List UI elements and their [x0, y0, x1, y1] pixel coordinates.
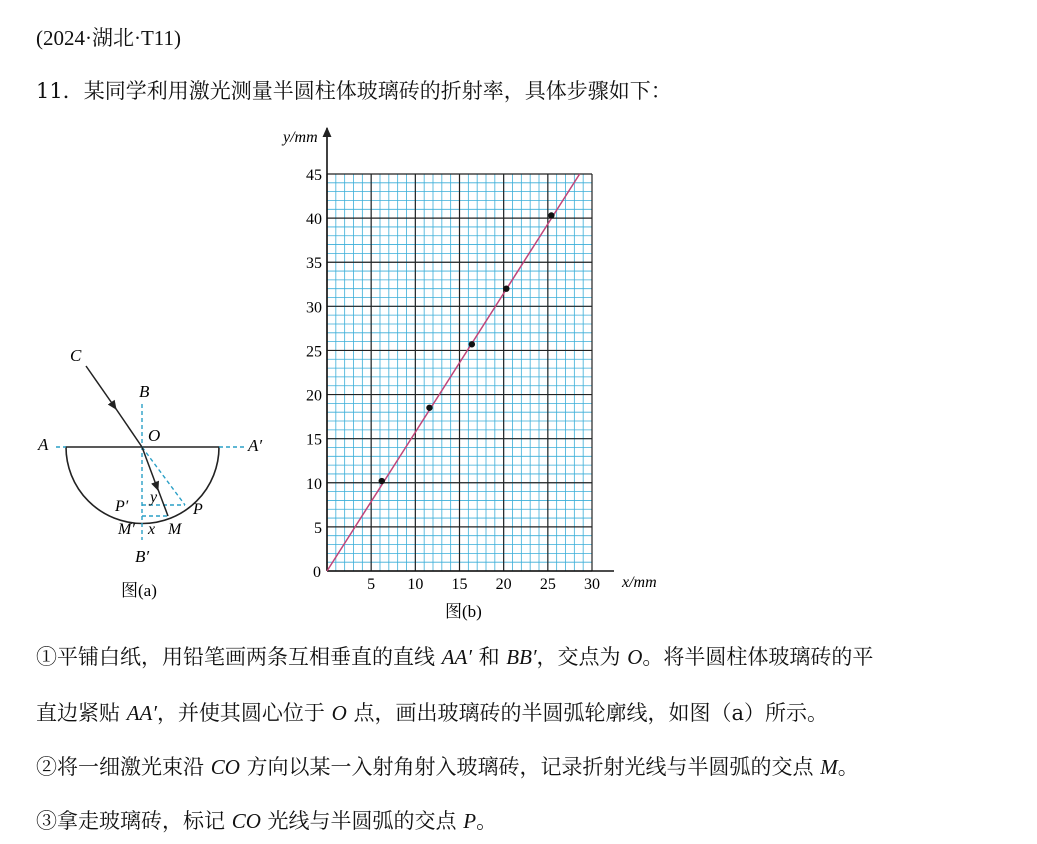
y-tick-label: 25: [306, 343, 322, 361]
step-1-var-o: O: [627, 645, 643, 669]
step-1-line-2: [36, 697, 828, 727]
label-b-prime: B′: [135, 547, 150, 566]
y-tick-label: 35: [306, 255, 322, 273]
step-2-var-m: M: [820, 755, 838, 779]
data-point: [379, 478, 385, 484]
data-point: [548, 212, 554, 218]
step-1-text-a: ①平铺白纸，用铅笔画两条互相垂直的直线: [36, 645, 442, 669]
chart-ticks: [306, 167, 600, 593]
y-tick-label: 20: [306, 387, 322, 405]
incident-ray-tail: [112, 403, 142, 447]
refracted-ray: [142, 447, 158, 490]
refracted-ray-tail: [156, 484, 168, 516]
y-tick-label: 40: [306, 211, 322, 229]
x-tick-label: 5: [367, 576, 376, 593]
x-tick-label: 10: [407, 576, 424, 593]
step-1-text-c: ，交点为: [536, 645, 628, 669]
y-tick-label: 45: [306, 167, 322, 184]
label-p: P: [193, 501, 203, 518]
origin-label: 0: [313, 564, 321, 581]
label-o: O: [148, 426, 161, 445]
label-a-prime: A′: [248, 436, 263, 455]
step-1-text-f: ，并使其圆心位于: [156, 701, 332, 725]
label-c: C: [70, 346, 82, 365]
y-tick-label: 10: [306, 475, 322, 493]
x-tick-label: 25: [539, 576, 556, 593]
step-3: [36, 805, 497, 835]
step-3-text-b: 光线与半圆弧的交点: [260, 809, 464, 833]
figure-b: [281, 128, 657, 621]
step-1-text-e: 直边紧贴: [36, 701, 127, 725]
step-3-text-c: 。: [476, 809, 498, 833]
figure-a-caption: 图(a): [121, 581, 157, 600]
label-y: y: [150, 489, 158, 506]
figure-a: [37, 346, 262, 600]
label-p-prime: P′: [115, 498, 129, 515]
step-2-text-a: ②将一细激光束沿: [36, 755, 211, 779]
step-2-text-c: 。: [837, 755, 859, 779]
x-tick-label: 15: [451, 576, 468, 593]
step-2-text-b: 方向以某一入射角射入玻璃砖，记录折射光线与半圆弧的交点: [239, 755, 821, 779]
step-1-text-b: 和: [471, 645, 507, 669]
step-2: [36, 751, 859, 781]
step-1-var-aa: AA′: [441, 645, 472, 669]
fit-line-group: [327, 174, 580, 571]
step-3-text-a: ③拿走玻璃砖，标记: [36, 809, 232, 833]
y-axis-label: y/mm: [283, 129, 318, 146]
x-tick-label: 30: [584, 576, 600, 593]
incident-ray: [86, 366, 116, 409]
question-source: (2024·湖北·T11): [36, 26, 182, 50]
label-m: M: [168, 521, 182, 538]
step-1-text-d: 。将半圆柱体玻璃砖的平: [642, 645, 874, 669]
dashed-line-op: [142, 447, 185, 505]
label-a: A: [38, 435, 49, 454]
step-1-line-1: [36, 641, 873, 671]
y-tick-label: 5: [314, 519, 322, 537]
step-1-text-g: 点，画出玻璃砖的半圆弧轮廓线，如图（a）所示。: [346, 701, 828, 725]
step-1-var-aa-2: AA′: [126, 701, 157, 725]
step-2-var-co: CO: [210, 755, 240, 779]
label-x: x: [148, 521, 156, 538]
grid-major: [327, 174, 592, 571]
label-m-prime: M′: [118, 521, 135, 538]
label-b: B: [139, 382, 150, 401]
x-tick-label: 20: [495, 576, 512, 593]
step-3-var-p: P: [463, 809, 477, 833]
question-stem: 11．某同学利用激光测量半圆柱体玻璃砖的折射率，具体步骤如下：: [36, 79, 672, 103]
step-1-var-bb: BB′: [506, 645, 537, 669]
figure-b-caption: 图(b): [445, 602, 482, 621]
fit-line: [327, 174, 580, 571]
y-tick-label: 30: [306, 299, 322, 317]
data-point: [426, 405, 432, 411]
y-tick-label: 15: [306, 431, 322, 449]
step-3-var-co: CO: [231, 809, 261, 833]
step-1-var-o-2: O: [331, 701, 347, 725]
data-point: [503, 285, 509, 291]
data-point: [469, 341, 475, 347]
x-axis-label: x/mm: [622, 574, 657, 591]
